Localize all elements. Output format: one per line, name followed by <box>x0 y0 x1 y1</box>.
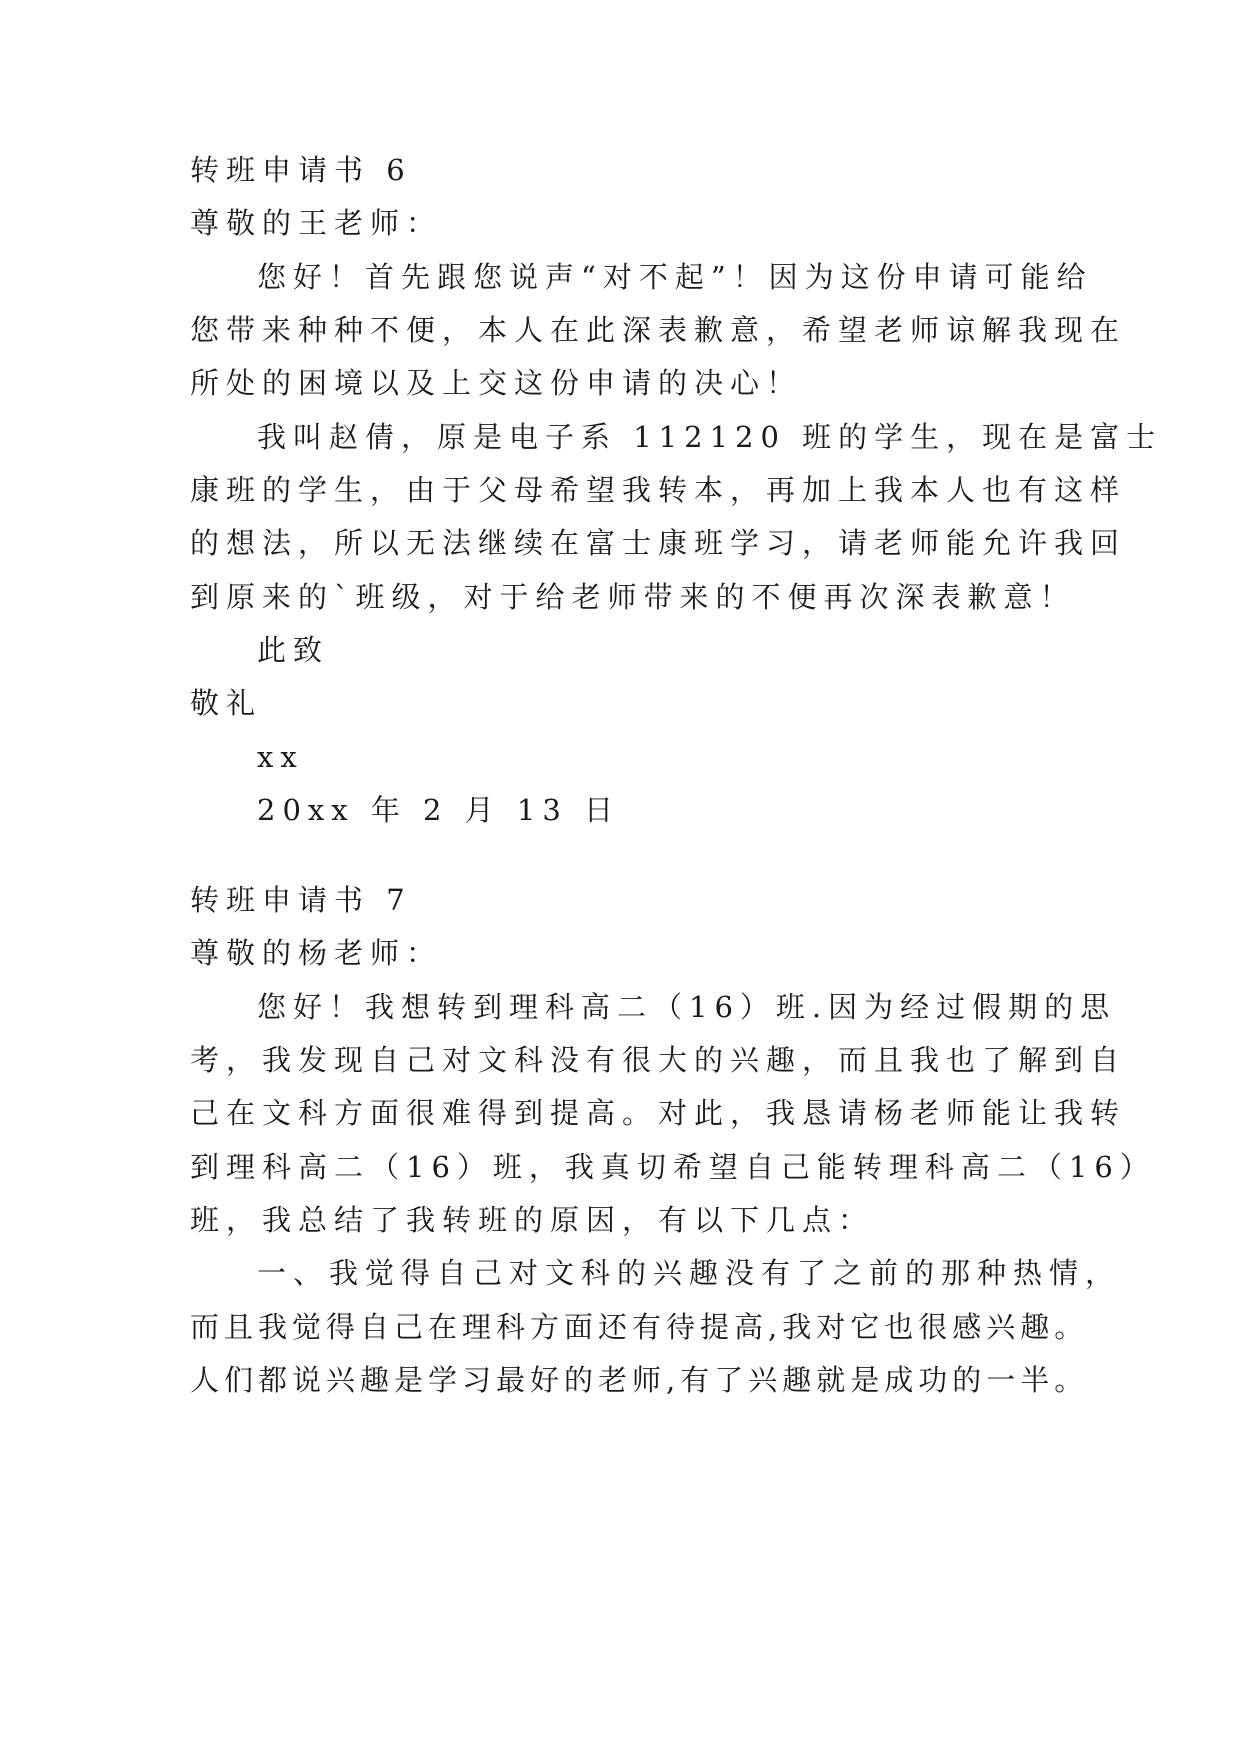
letter6-para2-line4: 到原来的`班级，对于给老师带来的不便再次深表歉意！ <box>190 580 1076 614</box>
letter7-para1-line1: 您好！我想转到理科高二（16）班.因为经过假期的思 <box>257 990 1117 1024</box>
letter6-para1-line3: 所处的困境以及上交这份申请的决心！ <box>190 366 803 400</box>
letter6-date: 20xx 年 2 月 13 日 <box>257 793 621 827</box>
letter7-title: 转班申请书 7 <box>190 883 412 917</box>
letter7-para2-line1: 一、我觉得自己对文科的兴趣没有了之前的那种热情， <box>257 1256 1122 1290</box>
letter6-title: 转班申请书 6 <box>190 153 412 187</box>
letter6-closing-zhizhi: 此致 <box>257 633 330 667</box>
letter6-para1-line1: 您好！首先跟您说声“对不起”！因为这份申请可能给 <box>257 260 1093 294</box>
letter6-salutation: 尊敬的王老师： <box>190 206 443 240</box>
letter6-para2-line3: 的想法，所以无法继续在富士康班学习，请老师能允许我回 <box>190 526 1127 560</box>
letter6-para2-line1: 我叫赵倩，原是电子系 112120 班的学生，现在是富士 <box>257 420 1163 454</box>
letter7-para2-line3: 人们都说兴趣是学习最好的老师,有了兴趣就是成功的一半。 <box>190 1363 1089 1397</box>
letter7-para2-line2: 而且我觉得自己在理科方面还有待提高,我对它也很感兴趣。 <box>190 1310 1089 1344</box>
letter7-para1-line3: 己在文科方面很难得到提高。对此，我恳请杨老师能让我转 <box>190 1096 1127 1130</box>
letter6-signature: xx <box>257 740 304 774</box>
letter7-para1-line4: 到理科高二（16）班，我真切希望自己能转理科高二（16） <box>190 1150 1156 1184</box>
letter7-para1-line2: 考，我发现自己对文科没有很大的兴趣，而且我也了解到自 <box>190 1043 1127 1077</box>
letter6-para2-line2: 康班的学生，由于父母希望我转本，再加上我本人也有这样 <box>190 473 1127 507</box>
letter7-para1-line5: 班，我总结了我转班的原因，有以下几点： <box>190 1203 875 1237</box>
letter7-salutation: 尊敬的杨老师： <box>190 936 443 970</box>
letter6-para1-line2: 您带来种种不便，本人在此深表歉意，希望老师谅解我现在 <box>190 313 1127 347</box>
letter6-closing-jingli: 敬礼 <box>190 686 263 720</box>
